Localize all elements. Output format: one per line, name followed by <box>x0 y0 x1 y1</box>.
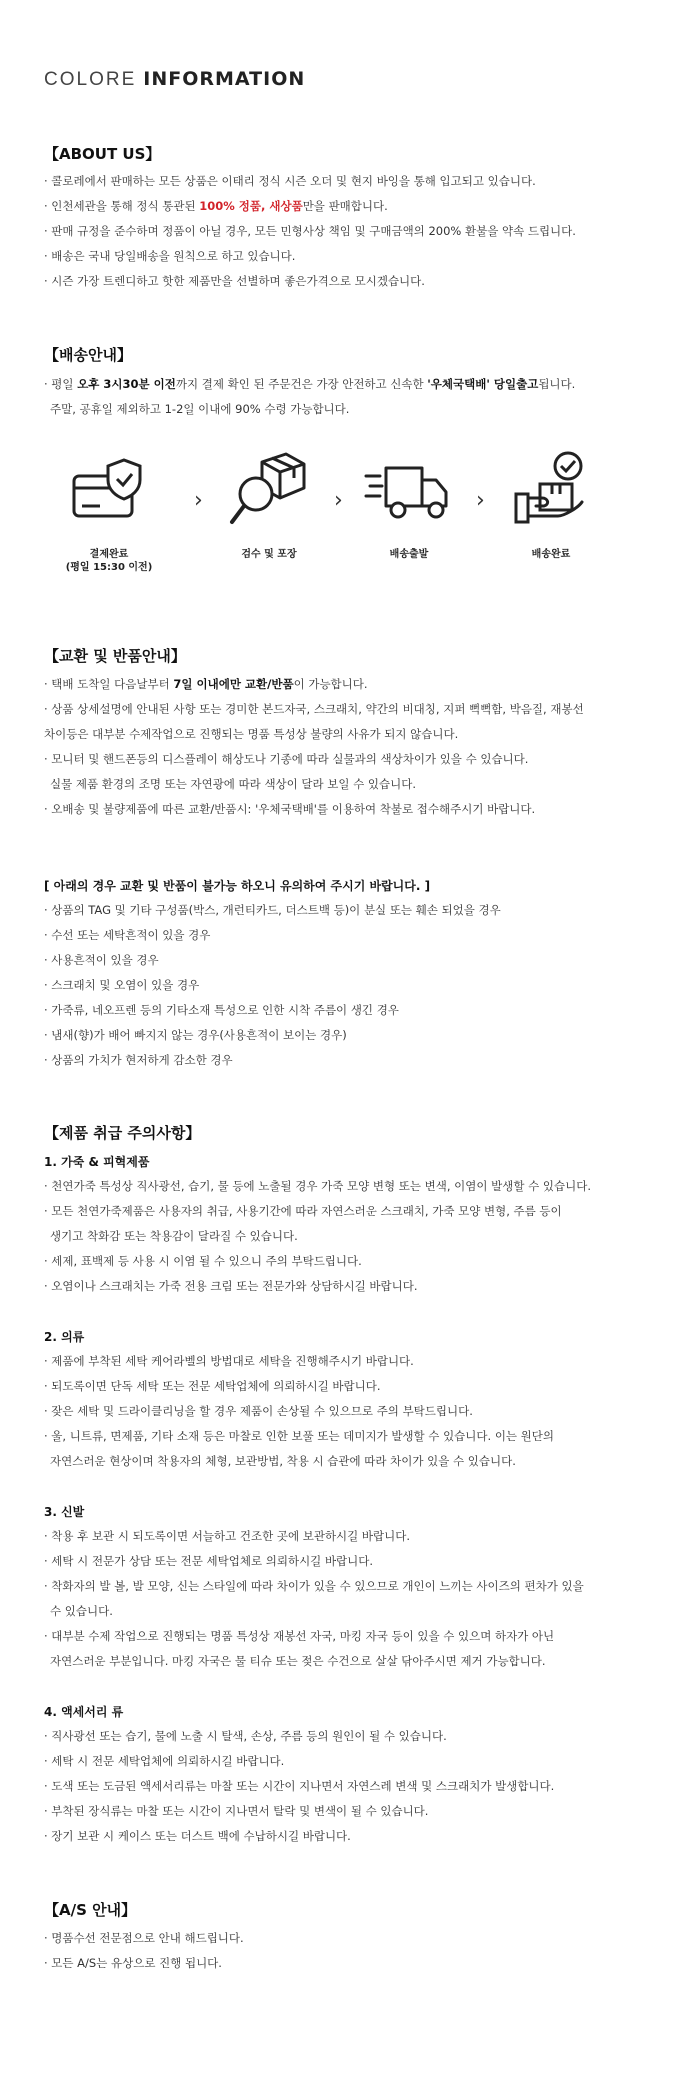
care-line: · 착용 후 보관 시 되도록이면 서늘하고 건조한 곳에 보관하시길 바랍니다. <box>44 1529 411 1543</box>
about-line: · 콜로레에서 판매하는 모든 상품은 이태리 정식 시즌 오더 및 현지 바잉을 통해 입고되고 있습니다. <box>44 174 536 188</box>
care-line: · 모든 천연가죽제품은 사용자의 취급, 사용기간에 따라 자연스러운 스크래치, 가죽 모양 변형, 주름 등이 <box>44 1204 562 1218</box>
care-subtitle-shoes: 3. 신발 <box>44 1505 85 1519</box>
about-line: · 시즌 가장 트렌디하고 핫한 제품만을 선별하며 좋은가격으로 모시겠습니다. <box>44 274 425 288</box>
step-arrow: › <box>334 488 343 513</box>
step-payment: 결제완료 (평일 15:30 이전) <box>64 450 154 574</box>
care-line: · 대부분 수제 작업으로 진행되는 명품 특성상 재봉선 자국, 마킹 자국 등이 있을 수 있으며 하자가 아닌 <box>44 1629 555 1643</box>
care-line: · 세탁 시 전문 세탁업체에 의뢰하시길 바랍니다. <box>44 1754 285 1768</box>
care-line: · 제품에 부착된 세탁 케어라벨의 방법대로 세탁을 진행해주시기 바랍니다. <box>44 1354 414 1368</box>
care-line: · 장기 보관 시 케이스 또는 더스트 백에 수납하시길 바랍니다. <box>44 1829 351 1843</box>
not-allowed-item: · 냄새(향)가 배어 빠지지 않는 경우(사용흔적이 보이는 경우) <box>44 1028 347 1042</box>
not-allowed-item: · 스크래치 및 오염이 있을 경우 <box>44 978 200 992</box>
not-allowed-item: · 상품의 TAG 및 기타 구성품(박스, 개런티카드, 더스트백 등)이 분실 또는 훼손 되었을 경우 <box>44 903 501 917</box>
exchange-line: · 모니터 및 핸드폰등의 디스플레이 해상도나 기종에 따라 실물과의 색상차이가 있을 수 있습니다. <box>44 752 529 766</box>
genuine-highlight: 100% 정품, 새상품 <box>199 199 303 213</box>
title-information: INFORMATION <box>143 68 306 90</box>
exchange-line: · 택배 도착일 다음날부터 7일 이내에만 교환/반품이 가능합니다. <box>44 677 368 691</box>
care-line: · 직사광선 또는 습기, 물에 노출 시 탈색, 손상, 주름 등의 원인이 될 수 있습니다. <box>44 1729 447 1743</box>
step-arrow: › <box>476 488 485 513</box>
exchange-line: · 오배송 및 불량제품에 따른 교환/반품시: '우체국택배'를 이용하여 착불로 접수해주시기 바랍니다. <box>44 802 536 816</box>
as-line: · 명품수선 전문점으로 안내 해드립니다. <box>44 1931 244 1945</box>
care-line: · 부착된 장식류는 마찰 또는 시간이 지나면서 탈락 및 변색이 될 수 있습니다. <box>44 1804 429 1818</box>
not-allowed-item: · 사용흔적이 있을 경우 <box>44 953 159 967</box>
page-title <box>44 68 305 91</box>
care-line: · 착화자의 발 볼, 발 모양, 신는 스타일에 따라 차이가 있을 수 있으므로 개인이 느끼는 사이즈의 편차가 있을 <box>44 1579 584 1593</box>
step-departure: 배송출발 <box>364 450 454 561</box>
exchange-line: · 상품 상세설명에 안내된 사항 또는 경미한 본드자국, 스크래치, 약간의 비대칭, 지퍼 뻑뻑함, 박음질, 재봉선 <box>44 702 584 716</box>
care-subtitle-accessories: 4. 액세서리 류 <box>44 1705 124 1719</box>
payment-card-shield-icon <box>66 450 152 530</box>
section-title-shipping: 【배송안내】 <box>44 346 132 364</box>
shipping-line: · 평일 오후 3시30분 이전까지 결제 확인 된 주문건은 가장 안전하고 신속한 '우체국택배' 당일출고됩니다. <box>44 377 576 391</box>
delivery-steps <box>44 450 604 585</box>
section-title-exchange: 【교환 및 반품안내】 <box>44 647 186 665</box>
care-line: 자연스러운 현상이며 착용자의 체형, 보관방법, 착용 시 습관에 따라 차이가 있을 수 있습니다. <box>50 1454 516 1468</box>
care-line: · 되도록이면 단독 세탁 또는 전문 세탁업체에 의뢰하시길 바랍니다. <box>44 1379 381 1393</box>
care-line: · 천연가죽 특성상 직사광선, 습기, 물 등에 노출될 경우 가죽 모양 변형 또는 변색, 이염이 발생할 수 있습니다. <box>44 1179 591 1193</box>
care-line: · 도색 또는 도금된 액세서리류는 마찰 또는 시간이 지나면서 자연스레 변색 및 스크래치가 발생합니다. <box>44 1779 555 1793</box>
exchange-line: 실물 제품 환경의 조명 또는 자연광에 따라 색상이 달라 보일 수 있습니다. <box>50 777 417 791</box>
delivery-truck-icon <box>364 450 454 530</box>
not-allowed-item: · 상품의 가치가 현저하게 감소한 경우 <box>44 1053 233 1067</box>
care-line: 자연스러운 부분입니다. 마킹 자국은 물 티슈 또는 젖은 수건으로 살살 닦아주시면 제거 가능합니다. <box>50 1654 546 1668</box>
not-allowed-title: [ 아래의 경우 교환 및 반품이 불가능 하오니 유의하여 주시기 바랍니다. ] <box>44 879 431 893</box>
box-inspect-icon <box>226 450 312 530</box>
as-line: · 모든 A/S는 유상으로 진행 됩니다. <box>44 1956 222 1970</box>
section-title-care: 【제품 취급 주의사항】 <box>44 1124 201 1142</box>
care-line: · 잦은 세탁 및 드라이클리닝을 할 경우 제품이 손상될 수 있으므로 주의 부탁드립니다. <box>44 1404 473 1418</box>
care-line: 수 있습니다. <box>50 1604 113 1618</box>
care-subtitle-clothing: 2. 의류 <box>44 1330 85 1344</box>
about-line: · 인천세관을 통해 정식 통관된 100% 정품, 새상품만을 판매합니다. <box>44 199 388 213</box>
step-complete: 배송완료 <box>506 450 596 561</box>
care-line: · 오염이나 스크래치는 가죽 전용 크림 또는 전문가와 상담하시길 바랍니다. <box>44 1279 418 1293</box>
not-allowed-item: · 가죽류, 네오프렌 등의 기타소재 특성으로 인한 시착 주름이 생긴 경우 <box>44 1003 399 1017</box>
exchange-line: 차이등은 대부분 수제작업으로 진행되는 명품 특성상 불량의 사유가 되지 않습니다. <box>44 727 459 741</box>
section-title-as: 【A/S 안내】 <box>44 1901 137 1919</box>
step-arrow: › <box>194 488 203 513</box>
care-line: · 세탁 시 전문가 상담 또는 전문 세탁업체로 의뢰하시길 바랍니다. <box>44 1554 374 1568</box>
not-allowed-item: · 수선 또는 세탁흔적이 있을 경우 <box>44 928 211 942</box>
step-inspect: 검수 및 포장 <box>224 450 314 561</box>
shipping-line: 주말, 공휴일 제외하고 1-2일 이내에 90% 수령 가능합니다. <box>50 402 350 416</box>
care-line: · 세제, 표백제 등 사용 시 이염 될 수 있으니 주의 부탁드립니다. <box>44 1254 362 1268</box>
care-line: 생기고 착화감 또는 착용감이 달라질 수 있습니다. <box>50 1229 298 1243</box>
section-title-about: 【ABOUT US】 <box>44 145 161 163</box>
box-delivered-icon <box>506 450 596 530</box>
about-line: · 판매 규정을 준수하며 정품이 아닐 경우, 모든 민형사상 책임 및 구매금액의 200% 환불을 약속 드립니다. <box>44 224 576 238</box>
care-line: · 울, 니트류, 면제품, 기타 소재 등은 마찰로 인한 보풀 또는 데미지가 발생할 수 있습니다. 이는 원단의 <box>44 1429 555 1443</box>
brand-name: COLORE <box>44 69 137 90</box>
about-line: · 배송은 국내 당일배송을 원칙으로 하고 있습니다. <box>44 249 296 263</box>
care-subtitle-leather: 1. 가죽 & 피혁제품 <box>44 1155 150 1169</box>
